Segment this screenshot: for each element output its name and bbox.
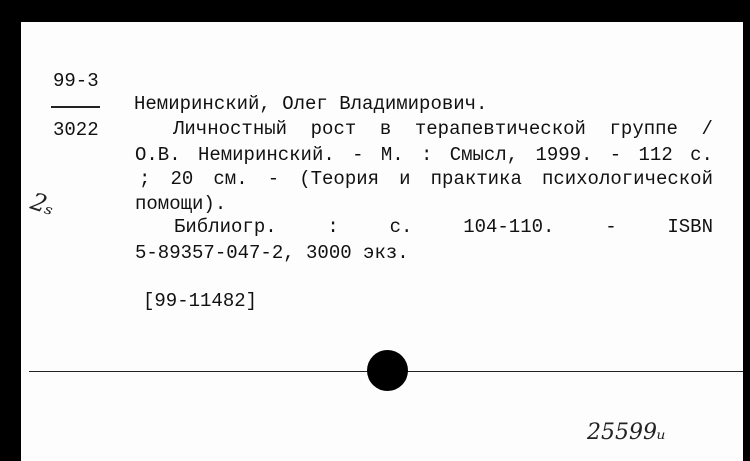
author-heading: Немиринский, Олег Владимирович.: [134, 93, 488, 115]
record-number: [99-11482]: [143, 290, 258, 312]
punch-hole: [367, 350, 408, 391]
notes-line-2: 5-89357-047-2, 3000 экз.: [135, 242, 409, 264]
catalog-card: [21, 22, 743, 461]
call-number-top: 99-3: [53, 70, 99, 92]
notes-line-1: Библиогр. : с. 104-110. - ISBN: [174, 216, 713, 238]
call-number-bottom: 3022: [53, 119, 99, 141]
description-line-4: помощи).: [135, 193, 227, 215]
description-line-2: О.В. Немиринский. - М. : Смысл, 1999. - 112 с.: [135, 144, 713, 166]
handwritten-inventory-number: 25599ᵤ: [587, 420, 666, 445]
handwritten-margin-mark: 2ₛ: [27, 187, 59, 221]
call-number-divider: [51, 106, 100, 108]
description-line-1: Личностный рост в терапевтической группе /: [173, 118, 713, 140]
description-line-3: ; 20 см. - (Теория и практика психологической: [139, 168, 713, 190]
